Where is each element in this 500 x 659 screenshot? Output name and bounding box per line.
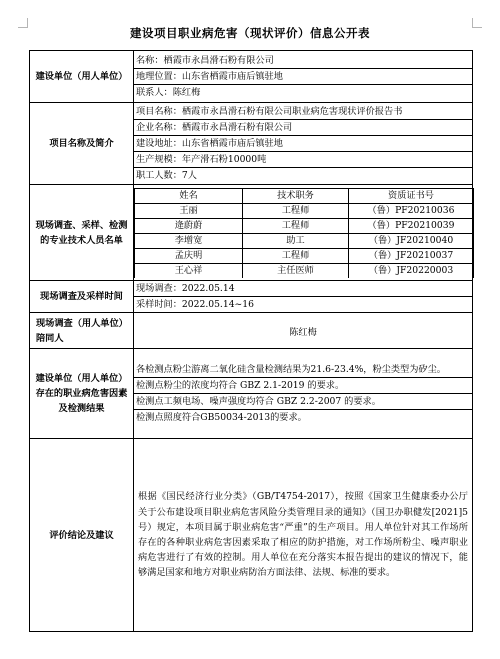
staff-row bbox=[30, 185, 473, 281]
table-row bbox=[135, 233, 474, 248]
staff-title: 工程师 bbox=[243, 248, 349, 263]
hazards-content bbox=[134, 349, 473, 439]
time-row bbox=[30, 281, 473, 313]
table-row bbox=[135, 248, 474, 263]
unit-row bbox=[30, 51, 473, 103]
staff-cert: （鲁）PF20210039 bbox=[349, 218, 474, 233]
unit-contact: 联系人：陈红梅 bbox=[136, 87, 201, 98]
project-address: 建设地址：山东省栖霞市庙后镇驻地 bbox=[134, 136, 472, 152]
staff-label: 现场调查、采样、检测的专业技术人员名单 bbox=[30, 185, 134, 281]
hazards-lighting: 检测点照度符合GB50034-2013的要求。 bbox=[136, 412, 307, 423]
accompany-label: 现场调查（用人单位）陪同人 bbox=[30, 313, 134, 349]
staff-cert: （鲁）PF20210036 bbox=[349, 203, 474, 218]
time-content bbox=[134, 281, 473, 313]
project-scale: 生产规模：年产滑石粉10000吨 bbox=[134, 152, 472, 168]
hazards-noise: 检测点工频电场、噪声强度均符合 GBZ 2.2-2007 的要求。 bbox=[134, 394, 472, 410]
hazards-label: 建设单位（用人单位）存在的职业病危害因素及检测结果 bbox=[30, 349, 134, 439]
staff-name: 李增宽 bbox=[135, 233, 243, 248]
staff-table bbox=[134, 188, 474, 278]
staff-name: 孟庆明 bbox=[135, 248, 243, 263]
project-name: 项目名称：栖霞市永昌滑石粉有限公司职业病危害现状评价报告书 bbox=[134, 104, 472, 120]
project-company: 企业名称：栖霞市永昌滑石粉有限公司 bbox=[134, 120, 472, 136]
hazards-row bbox=[30, 349, 473, 439]
table-row bbox=[135, 203, 474, 218]
hazards-dust: 检测点粉尘的浓度均符合 GBZ 2.1-2019 的要求。 bbox=[134, 378, 472, 394]
staff-title: 助工 bbox=[243, 233, 349, 248]
staff-name: 王心祥 bbox=[135, 263, 243, 278]
accompany-row bbox=[30, 313, 473, 349]
staff-header-name: 姓名 bbox=[135, 188, 243, 203]
document-title: 建设项目职业病危害（现状评价）信息公开表 bbox=[130, 26, 370, 40]
evaluation-row bbox=[30, 439, 473, 632]
staff-title: 工程师 bbox=[243, 218, 349, 233]
staff-content bbox=[134, 185, 473, 281]
accompany-value: 陈红梅 bbox=[134, 313, 473, 349]
staff-header-cert: 资质证书号 bbox=[349, 188, 474, 203]
staff-title: 工程师 bbox=[243, 203, 349, 218]
unit-label: 建设单位（用人单位） bbox=[30, 51, 134, 103]
staff-cert: （鲁）JF20210037 bbox=[349, 248, 474, 263]
evaluation-text: 根据《国民经济行业分类》（GB/T4754-2017），按照《国家卫生健康委办公厅关于公布建设项目职业病危害风险分类管理目录的通知》（国卫办职健发[2021]5号）规定，本项目属于职业病危害“严重”的生产项目。用人单位针对其工作场所存在的各种职业病危害因素采取了相应的防护措施，对工作场所粉尘、噪声职业病危害进行了有效的控制。用人单位在充分落实本报告提出的建议的情况下，能够满足国家和地方对职业病防治方面法律、法规、标准的要求。 bbox=[138, 491, 468, 579]
staff-header-row bbox=[135, 188, 474, 203]
time-label: 现场调查及采样时间 bbox=[30, 281, 134, 313]
unit-content bbox=[134, 51, 473, 103]
hazards-silica: 各检测点粉尘游离二氧化硅含量检测结果为21.6-23.4%，粉尘类型为矽尘。 bbox=[134, 362, 472, 378]
project-content bbox=[134, 103, 473, 185]
project-row bbox=[30, 103, 473, 185]
sampling-date: 采样时间：2022.05.14~16 bbox=[136, 299, 254, 310]
evaluation-label: 评价结论及建议 bbox=[30, 439, 134, 632]
project-staff-count: 职工人数：7人 bbox=[136, 170, 197, 181]
staff-header-title: 技术职务 bbox=[243, 188, 349, 203]
unit-name: 名称：栖霞市永昌滑石粉有限公司 bbox=[134, 53, 472, 69]
unit-location: 地理位置：山东省栖霞市庙后镇驻地 bbox=[134, 69, 472, 85]
project-label: 项目名称及简介 bbox=[30, 103, 134, 185]
staff-cert: （鲁）JF20210040 bbox=[349, 233, 474, 248]
evaluation-content bbox=[134, 439, 473, 632]
staff-name: 逄蔚蔚 bbox=[135, 218, 243, 233]
table-row bbox=[135, 218, 474, 233]
info-table bbox=[29, 50, 473, 632]
staff-cert: （鲁）JF20220003 bbox=[349, 263, 474, 278]
survey-date: 现场调查：2022.05.14 bbox=[134, 281, 472, 297]
staff-title: 主任医师 bbox=[243, 263, 349, 278]
staff-name: 王丽 bbox=[135, 203, 243, 218]
table-row bbox=[135, 263, 474, 278]
